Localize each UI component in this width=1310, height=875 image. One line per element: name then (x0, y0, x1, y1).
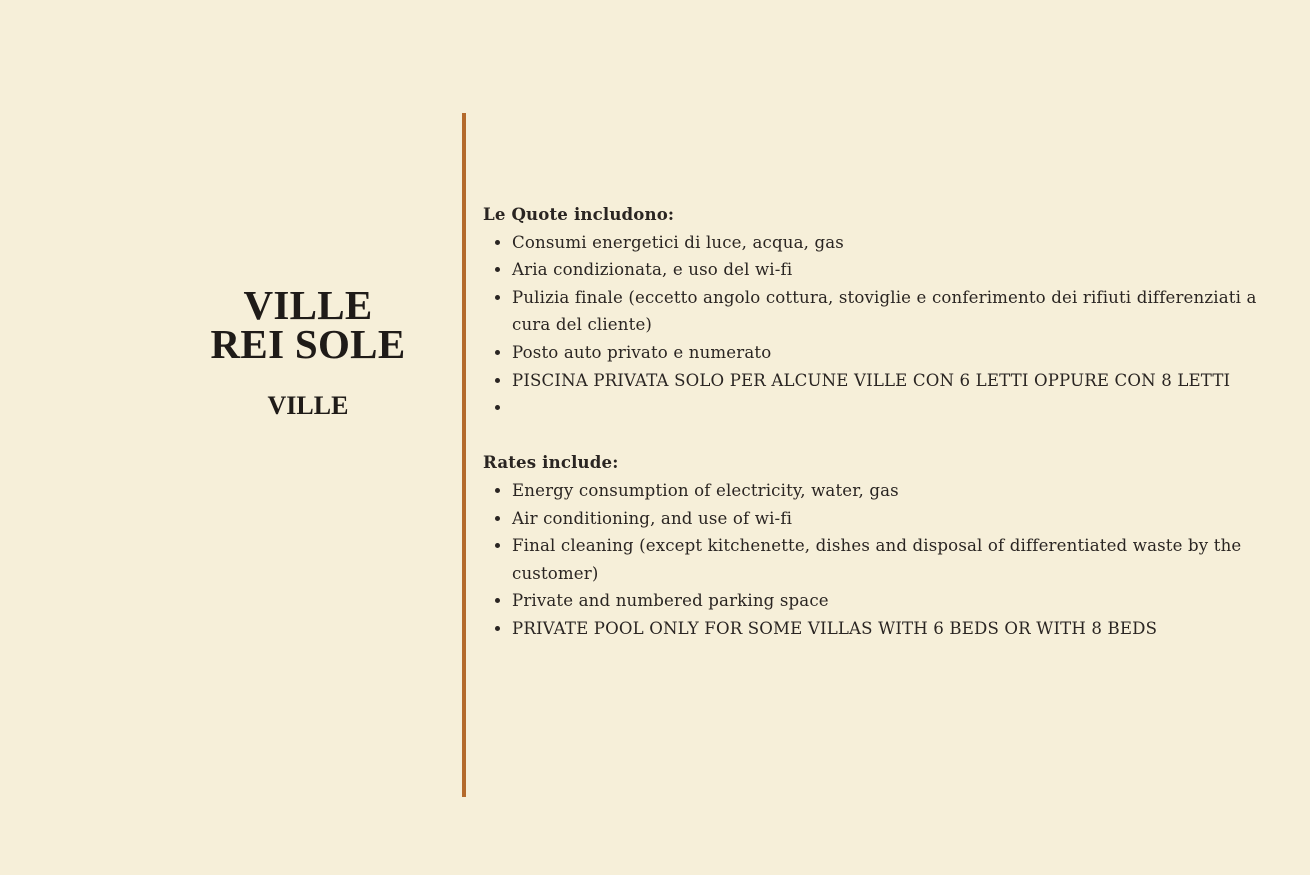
italian-section (483, 201, 1273, 422)
list-item: • Posto auto privato e numerato (512, 339, 1273, 367)
brand-block (160, 282, 456, 421)
list-item: • Air conditioning, and use of wi-fi (512, 505, 1273, 533)
brand-title-line2: REI SOLE (210, 321, 406, 367)
italian-list (483, 229, 1273, 422)
brand-title (160, 282, 456, 367)
english-heading: Rates include: (483, 452, 619, 473)
vertical-divider (462, 113, 466, 797)
list-item-empty (512, 394, 1273, 422)
brand-subtitle: VILLE (267, 391, 349, 420)
list-item: • Final cleaning (except kitchenette, dishes and disposal of differentiated waste by the customer) (512, 532, 1273, 587)
list-item: • Aria condizionata, e uso del wi-fi (512, 256, 1273, 284)
list-item: • Pulizia finale (eccetto angolo cottura, stoviglie e conferimento dei rifiuti differenziati a cura del cliente) (512, 284, 1273, 339)
rates-content (483, 201, 1273, 643)
section-spacer (483, 422, 1273, 450)
list-item: • Consumi energetici di luce, acqua, gas (512, 229, 1273, 257)
list-item: • PRIVATE POOL ONLY FOR SOME VILLAS WITH 6 BEDS OR WITH 8 BEDS (512, 615, 1273, 643)
english-section (483, 449, 1273, 642)
english-list (483, 477, 1273, 643)
list-item: • Energy consumption of electricity, water, gas (512, 477, 1273, 505)
list-item: • Private and numbered parking space (512, 587, 1273, 615)
brand-title-line1: VILLE (243, 282, 373, 328)
list-item: • PISCINA PRIVATA SOLO PER ALCUNE VILLE CON 6 LETTI OPPURE CON 8 LETTI (512, 367, 1273, 395)
italian-heading: Le Quote includono: (483, 204, 675, 224)
